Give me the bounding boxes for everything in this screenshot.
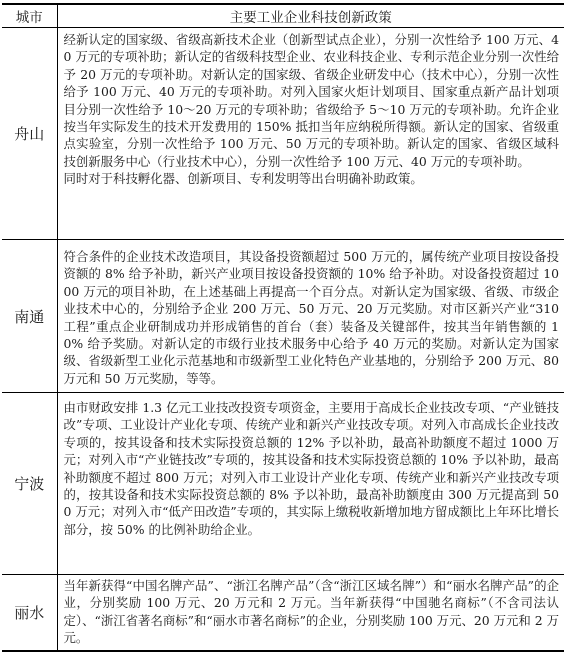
policy-cell	[57, 393, 564, 575]
table-row	[2, 575, 564, 651]
policy-text: 同时对于科技孵化器、创新项目、专利发明等出台明确补助政策。	[63, 171, 423, 187]
policy-table	[2, 3, 564, 652]
city-cell: 丽水	[2, 575, 57, 651]
column-header-city: 城市	[2, 4, 57, 28]
table-header-row	[2, 4, 564, 28]
table-row	[2, 240, 564, 393]
city-cell: 宁波	[2, 393, 57, 575]
policy-cell	[57, 28, 564, 240]
policy-text: 经新认定的国家级、省级高新技术企业（创新型试点企业），分别一次性给予 100 万元、40 万元的专项补助；新认定的省级科技型企业、农业科技企业、专利示范企业分别一次性给予 20 万元的专项补助。对新认定的国家级、省级企业研发中心（技术中心），分别一次性给予 100 万元、40 万元的专项补助。对列入国家火炬计划项目、国家重点新产品计划项目分别一次性给予 10～20 万元的专项补助；省级给予 5～10 万元的专项补助。允许企业按当年实际发生的技术开发费用的 150% 抵扣当年应纳税所得额。新认定的国家、省级重点实验室，分别一次性给予 100 万元、50 万元的专项补助。新认定的国家、省级区域科技创新服务中心（行业技术中心），分别一次性给予 100 万元、40 万元的专项补助。	[63, 32, 559, 169]
column-header-policy: 主要工业企业科技创新政策	[57, 4, 564, 28]
table-row	[2, 28, 564, 240]
city-cell: 舟山	[2, 28, 57, 240]
city-cell: 南通	[2, 240, 57, 393]
policy-cell	[57, 240, 564, 393]
policy-text: 符合条件的企业技术改造项目，其设备投资额超过 500 万元的，属传统产业项目按设备投资额的 8% 给予补助，新兴产业项目按设备投资额的 10% 给予补助。对设备投资超过 1000 万元的项目补助，在上述基础上再提高一个百分点。对新认定为国家级、省级、市级企业技术中心的，分别给予企业 200 万元、50 万元、20 万元奖励。对市区新兴产业“310 工程”重点企业研制成功并形成销售的首台（套）装备及关键部件，按其当年销售额的 10% 给予奖励。对新认定的市级行业技术服务中心给予 40 万元的奖励。对新认定为国家级、省级新型工业化示范基地和市级新型工业化特色产业基地的，分别给予 200 万元、80 万元和 50 万元奖励，等等。	[63, 249, 559, 386]
policy-text: 当年新获得“中国名牌产品”、“浙江名牌产品”（含“浙江区域名牌”）和“丽水名牌产品”的企业，分别奖励 100 万元、20 万元和 2 万元。当年新获得“中国驰名商标”（不含司法认定）、“浙江省著名商标”和“丽水市著名商标”的企业，分别奖励 100 万元、20 万元和 2 万元。	[63, 578, 559, 646]
table-row	[2, 393, 564, 575]
policy-text: 由市财政安排 1.3 亿元工业技改投资专项资金，主要用于高成长企业技改专项、“产业链技改”专项、工业设计产业化专项、传统产业和新兴产业技改专项。对列入市高成长企业技改专项的，按其设备和技术实际投资总额的 12% 予以补助，最高补助额度不超过 1000 万元；对列入市“产业链技改”专项的，按其设备和技术实际投资总额的 10% 予以补助，最高补助额度不超过 800 万元；对列入市工业设计产业化专项、传统产业和新兴产业技改专项的，按其设备和技术实际投资总额的 8% 予以补助，最高补助额度由 300 万元提高到 500 万元；对列入市“低产田改造”专项的，其实际上缴税收新增加地方留成额比上年环比增长部分，按 50% 的比例补助给企业。	[63, 400, 559, 537]
policy-cell	[57, 575, 564, 651]
